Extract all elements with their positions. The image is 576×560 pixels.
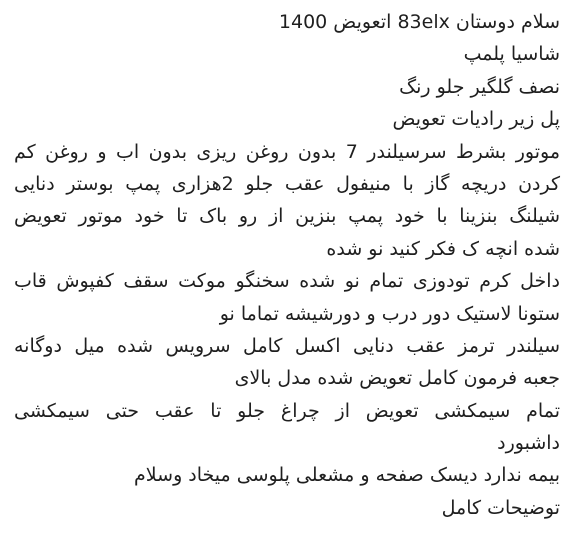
- message-line: داخل کرم تودوزی تمام نو شده سخنگو موکت سقف کفپوش قاب: [14, 270, 560, 293]
- message-line: سیلندر ترمز عقب دنایی اکسل کامل سرویس شده میل دوگانه: [14, 334, 560, 357]
- message-line: ستونا لاستیک دور درب و دورشیشه تماما نو: [219, 302, 560, 325]
- message-line: شاسیا پلمپ: [463, 43, 560, 66]
- message-line: بیمه ندارد دیسک صفحه و مشعلی پلوسی میخاد وسلام: [134, 464, 560, 487]
- message-line: تمام سیمکشی تعویض از چراغ جلو تا عقب حتی سیمکشی: [14, 399, 560, 422]
- message-line: نصف گلگیر جلو رنگ: [399, 75, 560, 98]
- message-line: موتور بشرط سرسیلندر 7 بدون روغن ریزی بدون اب و روغن کم: [14, 140, 560, 163]
- message-line: شده انچه ک فکر کنید نو شده: [326, 237, 560, 260]
- message-body: [14, 6, 560, 524]
- message-line: شیلنگ بنزینا با خود پمپ بنزین از رو باک تا خود موتور تعویض: [14, 205, 560, 228]
- message-line: جعبه فرمون کامل تعویض شده مدل بالای: [234, 367, 560, 390]
- message-line: پل زیر رادیات تعویض: [392, 108, 560, 131]
- message-line: کردن دریچه گاز با منیفول عقب جلو 2هزاری پمپ بوستر دنایی: [14, 172, 561, 195]
- message-line: توضیحات کامل: [441, 496, 560, 519]
- message-line: داشبورد: [497, 432, 560, 455]
- message-line-title: سلام دوستان 83elx اتعویض 1400: [278, 11, 560, 33]
